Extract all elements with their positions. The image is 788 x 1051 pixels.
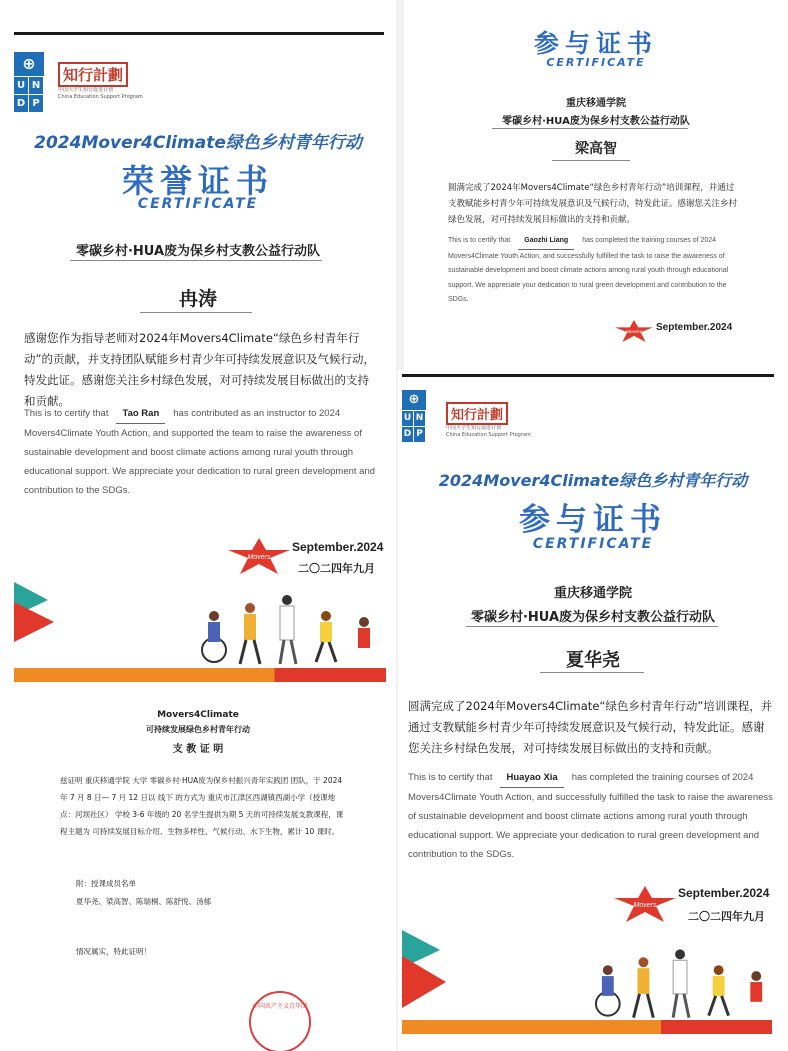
movers-star-logo [614,886,676,922]
certificate-word: CERTIFICATE [532,536,654,552]
official-seal [248,990,312,1051]
doc-sub-heading: 可持续发展绿色乡村青年行动 [146,725,250,734]
team-name: 零碳乡村·HUA废为保乡村支教公益行动队 [502,116,690,127]
certificate-participation-liang-gaozhi [404,0,788,370]
star-text: Movers [626,329,642,335]
star-text: Movers [633,902,657,909]
undp-letter: P [29,95,44,113]
school-name: 重庆移通学院 [566,98,626,109]
english-intro: This is to certify that [448,237,511,244]
english-paragraph [408,768,778,864]
english-name: Tao Ran [116,404,165,424]
undp-letter: P [414,427,426,443]
chinese-paragraph: 圆满完成了2024年Movers4Climate“绿色乡村青年行动”培训课程，并通过支教赋能乡村青少年可持续发展意识及气候行动，特发此证。感谢您关注乡村绿色发展，对可持续发展目标做出的支持和贡献。 [448,183,738,225]
closing-text: 情况属实，特此证明！ [76,947,151,956]
un-globe-icon: ⊕ [22,54,36,73]
chinese-paragraph: 感谢您作为指导老师对2024年Movers4Climate“绿色乡村青年行动”的贡献，并支持团队赋能乡村青少年可持续发展意识及气候行动，特发此证。感谢您关注乡村绿色发展，对可持续发展目标做出的支持和贡献。 [24,331,375,408]
brand-mark: 知行計劃 [58,62,128,87]
undp-letter: D [402,427,414,443]
annex-title: 附：授课成员名单 [76,879,136,888]
date-english: September.2024 [292,540,384,554]
recipient-name: 冉涛 [178,288,217,310]
english-body: has completed the training courses of 2024 Movers4Climate Youth Action, and successfully fulfilled the task to raise the awareness of sustainable development and boost climate actions among rural youth through educational support. We appreciate your dedication to rural green development and contribution to the SDGs. [448,237,729,303]
undp-logo [14,52,44,112]
bottom-color-bar [14,668,386,682]
movers-star-logo [228,538,290,574]
certificate-participation-xia-huayao [398,370,788,1051]
team-name: 零碳乡村·HUA废为保乡村支教公益行动队 [75,244,321,259]
brand-mark: 知行計劃 [446,402,508,425]
certificate-honor-tao-ran [0,0,396,690]
english-paragraph [24,404,382,500]
undp-letter: N [414,411,426,427]
annex-names: 夏华尧、梁高智、陈瑞桐、陈舒悦、汤郁 [76,897,211,906]
english-paragraph [448,234,744,308]
english-intro: This is to certify that [408,772,493,783]
triangle-decoration [402,930,446,1010]
bottom-color-bar [402,1020,772,1034]
certificate-word: CERTIFICATE [137,196,259,212]
chinese-paragraph: 圆满完成了2024年Movers4Climate“绿色乡村青年行动”培训课程，并通过支教赋能乡村青少年可持续发展意识及气候行动，特发此证。感谢您关注乡村绿色发展，对可持续发展目标做出的支持和贡献。 [408,699,773,755]
brand-subtitle: 中国大学生知行促进计划 [58,87,114,93]
star-text: Movers [247,554,271,561]
team-underline [466,626,718,627]
team-underline [492,128,688,129]
date-chinese: 二〇二四年九月 [298,562,375,575]
date-english: September.2024 [678,886,770,900]
teaching-certificate [0,690,396,1051]
brand-subtitle-en: China Education Support Program [58,94,143,100]
name-underline [540,672,644,673]
certificate-title: 参与证书 [533,29,658,58]
zhixing-logo [446,402,531,439]
undp-logo [402,390,426,442]
movers-star-logo [610,320,658,342]
english-name: Huayao Xia [500,768,563,788]
certificate-word: CERTIFICATE [546,56,646,69]
doc-title: 支 教 证 明 [172,744,224,755]
doc-heading: Movers4Climate [157,710,239,720]
top-border [402,374,774,377]
brand-subtitle-en: China Education Support Program [446,432,531,438]
name-underline [140,312,252,313]
school-name: 重庆移通学院 [553,586,632,601]
zhixing-logo [58,62,143,101]
event-title: 2024Mover4Climate绿色乡村青年行动 [438,471,748,490]
english-body: has contributed as an instructor to 2024 Movers4Climate Youth Action, and supported the team to raise the awareness of sustainable development and boost climate actions among rural youth through educational support. We appreciate your dedication to rural green development and contribution to the SDGs. [24,408,376,496]
triangle-decoration [14,582,54,642]
certificate-title: 荣誉证书 [121,162,274,200]
team-name: 零碳乡村·HUA废为保乡村支教公益行动队 [470,610,716,625]
team-underline [70,260,322,261]
undp-letter: D [14,95,29,113]
people-illustration [196,592,386,668]
english-body: has completed the training courses of 2024 Movers4Climate Youth Action, and successfully fulfilled the task to raise the awareness of sustainable development and boost climate actions among rural youth through educational support. We appreciate your dedication to rural green development and contribution to the SDGs. [408,772,773,860]
doc-body: 兹证明 重庆移通学院 大学 零碳乡村·HUA废为保乡村振兴青年实践团 团队，于 2024 年 7 月 8 日— 7 月 12 日以 线下 的方式为 重庆市江津区西湖镇西湖小学（授课地点：河坝社区） 学校 3-6 年级的 20 名学生提供为期 5 天的可持续发展支教课程，课程主题为 可持续发展目标介绍、生物多样性、气候行动、水下生物，累计 10 课时。 [60,776,344,836]
english-name: Gaozhi Liang [518,234,574,250]
english-intro: This is to certify that [24,408,109,419]
date-english: September.2024 [656,322,733,333]
recipient-name: 梁高智 [575,141,617,157]
certificate-title: 参与证书 [519,502,667,538]
name-underline [552,160,630,161]
undp-letter: U [402,411,414,427]
undp-letter: U [14,77,29,95]
event-title: 2024Mover4Climate绿色乡村青年行动 [34,133,362,153]
un-globe-icon: ⊕ [408,392,420,407]
date-chinese: 二〇二四年九月 [688,910,765,923]
seal-text: 中国共产主义青年团 [252,1003,308,1010]
people-illustration [590,946,778,1022]
brand-subtitle: 中国大学生知行促进计划 [446,425,502,431]
top-border [14,32,384,35]
undp-letter: N [29,77,44,95]
recipient-name: 夏华尧 [566,650,620,671]
